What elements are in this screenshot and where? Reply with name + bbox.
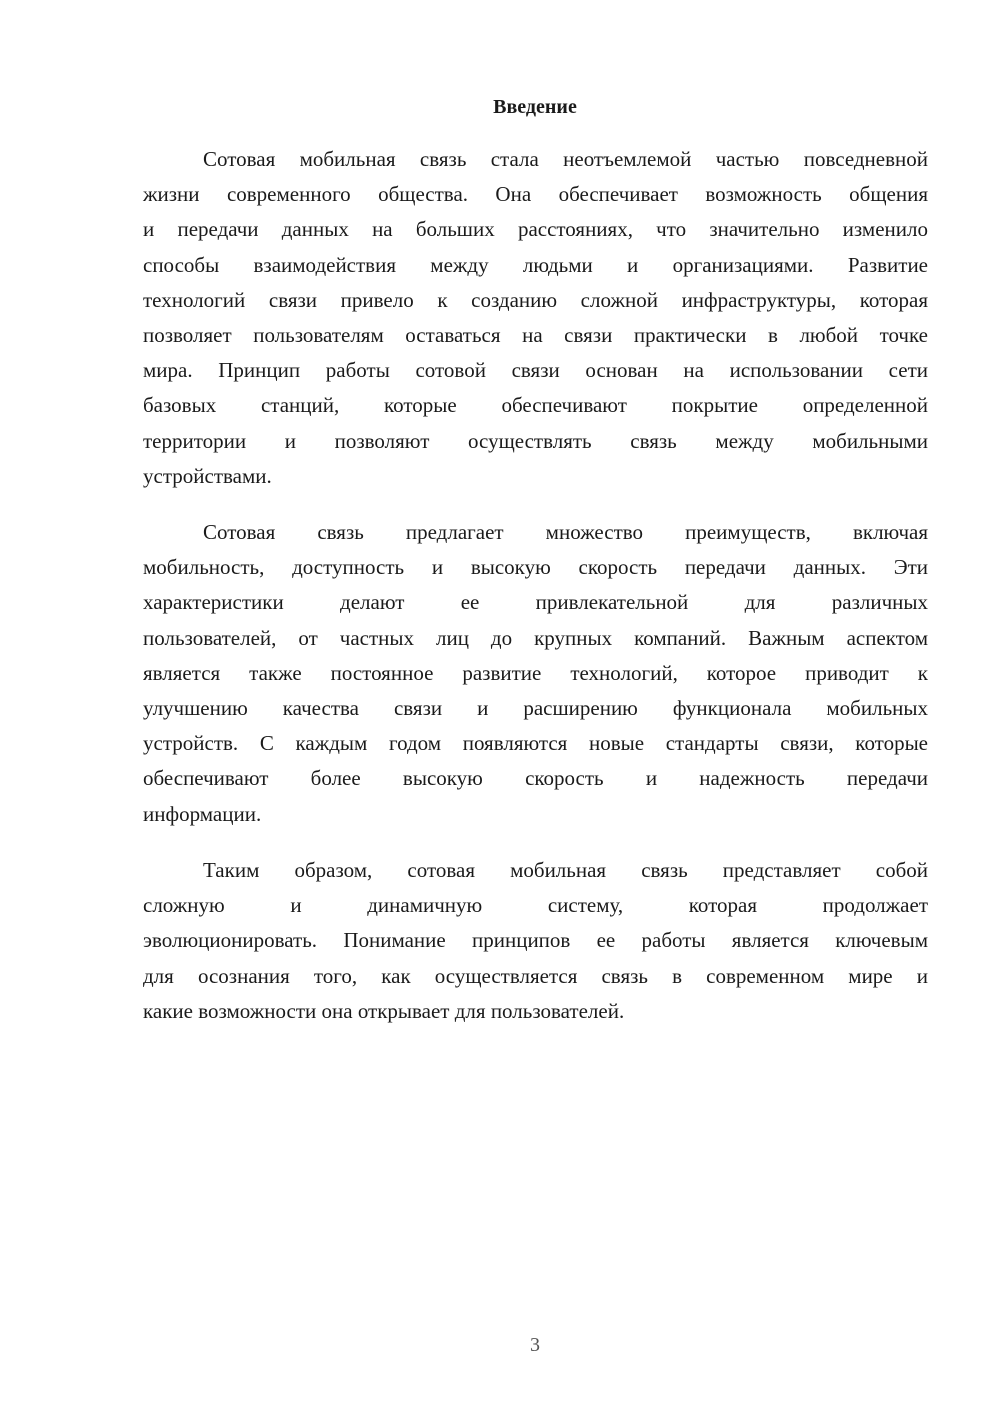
text-line: информации. (143, 801, 262, 826)
text-line: территории и позволяют осуществлять связь между мобильными (143, 428, 928, 453)
text-line: устройствами. (143, 463, 272, 488)
text-line: характеристики делают ее привлекательной для различных (143, 590, 928, 615)
text-line: базовых станций, которые обеспечивают покрытие определенной (143, 393, 928, 418)
text-line: Таким образом, сотовая мобильная связь представляет собой (203, 858, 928, 882)
text-line: для осознания того, как осуществляется связь в современном мире и (143, 963, 928, 988)
text-line: пользователей, от частных лиц до крупных компаний. Важным аспектом (143, 625, 928, 650)
text-line: улучшению качества связи и расширению функционала мобильных (143, 695, 928, 720)
text-line: устройств. С каждым годом появляются новые стандарты связи, которые (143, 731, 928, 756)
paragraph-3 (143, 853, 928, 1029)
text-line: жизни современного общества. Она обеспечивает возможность общения (143, 182, 928, 207)
text-line: и передачи данных на больших расстояниях, что значительно изменило (143, 217, 928, 242)
text-line: какие возможности она открывает для пользователей. (143, 998, 625, 1023)
text-line: обеспечивают более высокую скорость и надежность передачи (143, 766, 928, 791)
text-line: Сотовая связь предлагает множество преимуществ, включая (203, 520, 928, 544)
text-line: способы взаимодействия между людьми и организациями. Развитие (143, 252, 928, 277)
text-line: сложную и динамичную систему, которая продолжает (143, 893, 928, 918)
text-line: является также постоянное развитие технологий, которое приводит к (143, 660, 928, 685)
page-number: 3 (530, 1334, 540, 1356)
text-line: эволюционировать. Понимание принципов ее работы является ключевым (143, 928, 928, 953)
text-line: мира. Принцип работы сотовой связи основан на использовании сети (143, 358, 928, 383)
text-line: технологий связи привело к созданию сложной инфраструктуры, которая (143, 287, 928, 312)
text-line: позволяет пользователям оставаться на связи практически в любой точке (143, 322, 928, 347)
paragraph-2 (143, 515, 928, 832)
section-title: Введение (493, 96, 577, 118)
text-line: мобильность, доступность и высокую скорость передачи данных. Эти (143, 555, 928, 580)
text-line: Сотовая мобильная связь стала неотъемлемой частью повседневной (203, 147, 928, 171)
paragraph-1 (143, 142, 928, 494)
